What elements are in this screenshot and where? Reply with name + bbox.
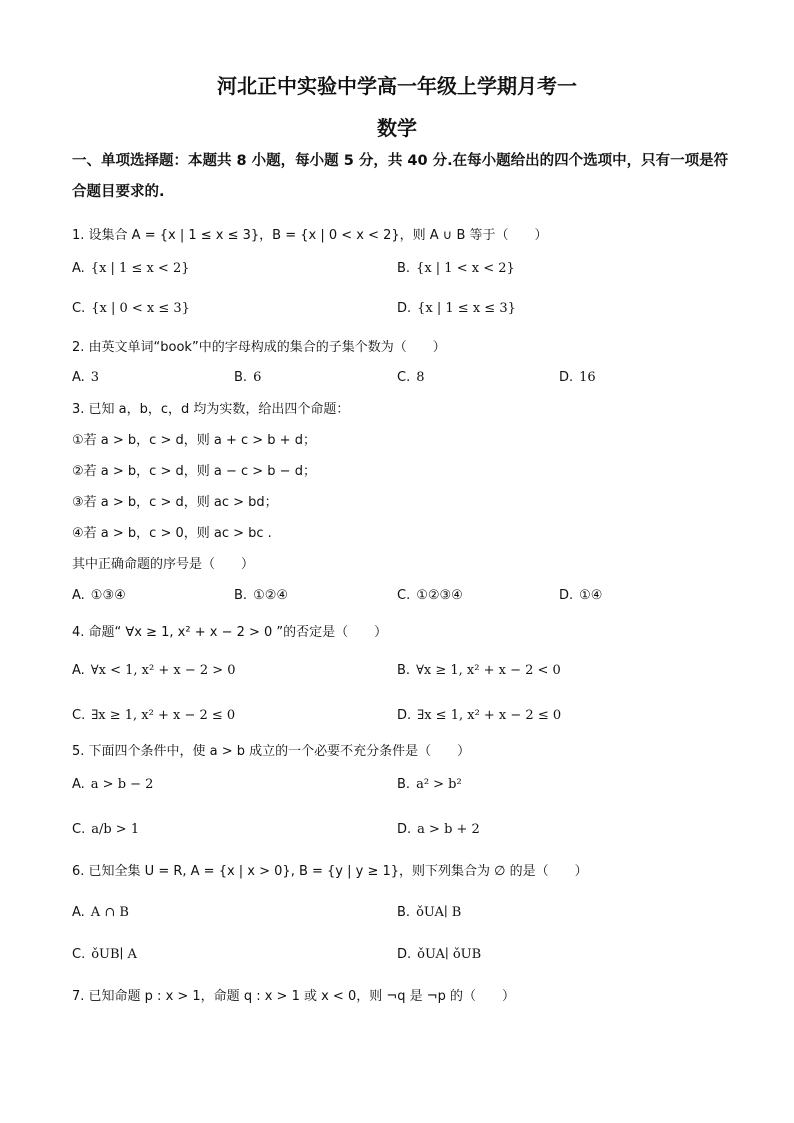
question-3-option-d — [559, 586, 602, 606]
option-text: 16 — [579, 370, 596, 385]
question-4-option-b — [397, 661, 561, 681]
option-label: D. — [397, 947, 412, 962]
option-label: B. — [234, 588, 248, 603]
question-3-option-a — [72, 586, 126, 606]
option-text: {x | 1 ≤ x ≤ 3} — [417, 301, 516, 316]
question-5-stem: 5. 下面四个条件中，使 a > b 成立的一个必要不充分条件是（ ） — [72, 744, 471, 759]
subject-title: 数学 — [377, 116, 417, 140]
option-text: ∃x ≥ 1, x² + x − 2 ≤ 0 — [91, 708, 236, 723]
option-text: a/b > 1 — [91, 822, 140, 837]
question-3-prop-2: ②若 a > b，c > d，则 a − c > b − d； — [72, 464, 316, 479]
option-label: D. — [397, 301, 412, 316]
question-1-option-b — [397, 259, 515, 279]
option-label: B. — [397, 905, 411, 920]
section-heading: 一、单项选择题：本题共 8 小题，每小题 5 分，共 40 分.在每小题给出的四个选项中，只有一项是符合题目要求的. — [72, 153, 729, 200]
option-label: A. — [72, 261, 85, 276]
question-1-option-a — [72, 259, 190, 279]
option-text: 6 — [253, 370, 262, 385]
question-4-option-a — [72, 661, 236, 681]
option-text: a² > b² — [416, 777, 462, 792]
question-4-option-c — [72, 706, 235, 726]
option-text: ∀x < 1, x² + x − 2 > 0 — [90, 663, 236, 678]
question-4-stem: 4. 命题“ ∀x ≥ 1, x² + x − 2 > 0 ”的否定是（ ） — [72, 625, 388, 640]
option-label: D. — [559, 370, 574, 385]
option-text: ①②④ — [253, 588, 289, 603]
option-label: C. — [72, 947, 86, 962]
option-text: 8 — [416, 370, 425, 385]
option-label: C. — [72, 708, 86, 723]
question-6-option-a — [72, 903, 129, 923]
option-label: C. — [72, 301, 86, 316]
option-text: {x | 0 < x ≤ 3} — [91, 301, 190, 316]
question-2-option-c — [397, 368, 425, 388]
question-1-option-c — [72, 299, 190, 319]
option-text: a > b + 2 — [417, 822, 480, 837]
question-5-option-d — [397, 820, 480, 840]
option-text: ǒUA∣ B — [416, 905, 462, 920]
option-label: B. — [234, 370, 248, 385]
option-text: ∀x ≥ 1, x² + x − 2 < 0 — [416, 663, 561, 678]
question-3-prop-3: ③若 a > b，c > d，则 ac > bd； — [72, 495, 278, 510]
question-2-option-a — [72, 368, 99, 388]
question-1-stem: 1. 设集合 A = {x | 1 ≤ x ≤ 3}，B = {x | 0 < x < 2}，则 A ∪ B 等于（ ） — [72, 228, 548, 243]
question-7-stem: 7. 已知命题 p : x > 1，命题 q : x > 1 或 x < 0，则 ¬q 是 ¬p 的（ ） — [72, 989, 516, 1004]
option-label: B. — [397, 777, 411, 792]
option-label: A. — [72, 905, 85, 920]
question-3-prop-4: ④若 a > b，c > 0，则 ac > bc . — [72, 526, 272, 541]
option-label: C. — [397, 370, 411, 385]
option-label: B. — [397, 663, 411, 678]
question-6-option-c — [72, 945, 137, 965]
option-label: D. — [559, 588, 574, 603]
option-label: A. — [72, 663, 85, 678]
question-3-tail: 其中正确命题的序号是（ ） — [72, 557, 255, 572]
option-text: ①④ — [579, 588, 603, 603]
option-label: B. — [397, 261, 411, 276]
option-label: C. — [397, 588, 411, 603]
question-3-option-b — [234, 586, 288, 606]
question-6-stem: 6. 已知全集 U = R, A = {x | x > 0}, B = {y | y ≥ 1}，则下列集合为 ∅ 的是（ ） — [72, 864, 588, 879]
question-2-option-d — [559, 368, 596, 388]
option-text: ①③④ — [90, 588, 126, 603]
question-6-option-d — [397, 945, 481, 965]
option-text: ∃x ≤ 1, x² + x − 2 ≤ 0 — [417, 708, 562, 723]
question-5-option-a — [72, 775, 153, 795]
page-title: 河北正中实验中学高一年级上学期月考一 — [217, 74, 577, 98]
question-5-option-c — [72, 820, 139, 840]
question-2-stem: 2. 由英文单词“book”中的字母构成的集合的子集个数为（ ） — [72, 340, 446, 355]
option-text: 3 — [90, 370, 100, 385]
option-label: C. — [72, 822, 86, 837]
question-3-option-c — [397, 586, 463, 606]
option-label: A. — [72, 777, 85, 792]
option-text: a > b − 2 — [90, 777, 154, 792]
question-6-option-b — [397, 903, 461, 923]
question-3-prop-1: ①若 a > b，c > d，则 a + c > b + d； — [72, 433, 316, 448]
option-text: {x | 1 < x < 2} — [416, 261, 515, 276]
question-1-option-d — [397, 299, 516, 319]
option-label: D. — [397, 822, 412, 837]
option-text: A ∩ B — [90, 905, 129, 920]
question-4-option-d — [397, 706, 561, 726]
option-label: A. — [72, 588, 85, 603]
question-5-option-b — [397, 775, 462, 795]
option-text: {x | 1 ≤ x < 2} — [90, 261, 190, 276]
option-label: A. — [72, 370, 85, 385]
option-text: ①②③④ — [416, 588, 463, 603]
question-3-stem: 3. 已知 a，b，c，d 均为实数，给出四个命题： — [72, 402, 350, 417]
question-2-option-b — [234, 368, 261, 388]
option-label: D. — [397, 708, 412, 723]
option-text: ǒUA∣ ǒUB — [417, 947, 482, 962]
option-text: ǒUB∣ A — [91, 947, 137, 962]
